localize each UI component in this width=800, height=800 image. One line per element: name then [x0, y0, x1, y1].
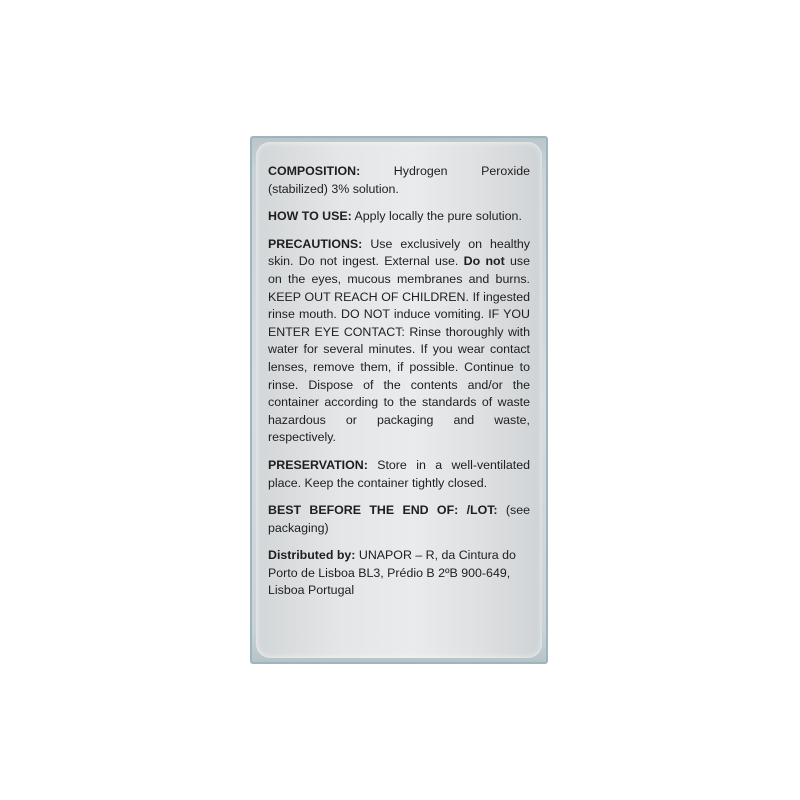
precautions-text-before: Use exclusively on healthy skin. Do not ingest. External use. — [268, 236, 530, 269]
how-to-use-heading: HOW TO USE: — [268, 209, 352, 224]
distributed-by-text: UNAPOR – R, da Cintura do Porto de Lisboa BL3, Prédio B 2ºB 900-649, Lisboa Portugal — [268, 548, 516, 598]
how-to-use-text: Apply locally the pure solution. — [351, 209, 522, 224]
precautions-section — [268, 236, 530, 447]
preservation-heading: PRESERVATION: — [268, 457, 368, 472]
how-to-use-section — [268, 208, 530, 226]
composition-heading: COMPOSITION: — [268, 164, 361, 178]
distributed-by-heading: Distributed by: — [268, 548, 356, 563]
preservation-text: Store in a well-ventilated place. Keep the container tightly closed. — [268, 457, 530, 490]
composition-section — [268, 163, 530, 198]
precautions-emphasis: Do not — [463, 254, 505, 269]
best-before-text: (see packaging) — [268, 503, 530, 535]
preservation-section — [268, 457, 530, 492]
precautions-heading: PRECAUTIONS: — [268, 236, 363, 251]
product-label — [250, 136, 548, 664]
best-before-section — [268, 502, 530, 537]
best-before-heading: BEST BEFORE THE END OF: /LOT: — [268, 503, 498, 518]
label-content — [256, 142, 542, 658]
distributed-by-section — [268, 547, 530, 600]
composition-text: Hydrogen Peroxide (stabilized) 3% solution. — [268, 164, 530, 196]
precautions-text-after: use on the eyes, mucous membranes and burns. KEEP OUT REACH OF CHILDREN. If ingested rinse mouth. DO NOT induce vomiting. IF YOU ENTER EYE CONTACT: Rinse thoroughly with water for several minutes. If you wear contact lenses, remove them, if possible. Continue to rinse. Dispose of the contents and/or the container according to the standards of waste hazardous or packaging and waste, respectively. — [268, 254, 531, 445]
